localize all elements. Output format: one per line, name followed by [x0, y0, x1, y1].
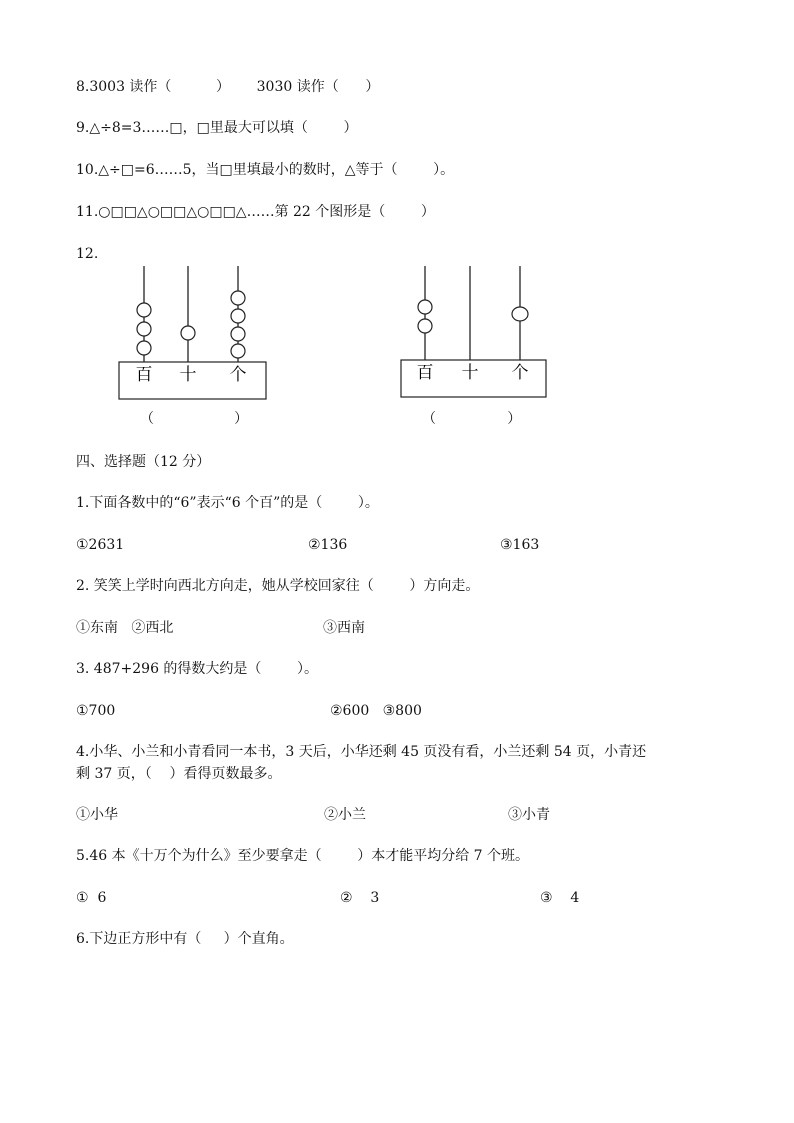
abacus-right-answer: （ ） [422, 411, 522, 427]
abacus-right [400, 262, 550, 402]
mc3-option-1[interactable]: ①700 [76, 703, 116, 719]
mc2-option-1-2[interactable]: ①东南 ②西北 [76, 620, 174, 636]
mc-question-4-line1: 4.小华、小兰和小青看同一本书，3 天后，小华还剩 45 页没有看，小兰还剩 54 页，小青还 [76, 744, 647, 760]
mc2-option-3[interactable]: ③西南 [323, 620, 365, 636]
mc1-option-2[interactable]: ②136 [308, 537, 348, 553]
mc4-option-2[interactable]: ②小兰 [324, 807, 366, 823]
mc-question-5: 5.46 本《十万个为什么》至少要拿走（ ）本才能平均分给 7 个班。 [76, 848, 530, 864]
label-ones: 个 [511, 363, 529, 383]
mc5-option-3[interactable]: ③ 4 [540, 890, 580, 906]
mc5-option-1[interactable]: ① 6 [76, 890, 107, 906]
section-heading: 四、选择题（12 分） [76, 454, 211, 470]
question-8: 8.3003 读作（ ） 3030 读作（ ） [76, 79, 380, 95]
question-10: 10.△÷□=6……5，当□里填最小的数时，△等于（ ）。 [76, 162, 455, 178]
bead [231, 291, 245, 305]
mc-question-6: 6.下边正方形中有（ ）个直角。 [76, 931, 294, 947]
bead [137, 341, 151, 355]
bead [418, 319, 432, 333]
abacus-left-figure [118, 262, 268, 402]
mc1-option-3[interactable]: ③163 [500, 537, 540, 553]
question-9: 9.△÷8=3……□，□里最大可以填（ ） [76, 120, 358, 136]
label-ones: 个 [229, 365, 247, 385]
abacus-right-figure [400, 262, 550, 402]
label-hundreds: 百 [135, 365, 153, 385]
question-12: 12. [76, 246, 99, 262]
bead [231, 309, 245, 323]
bead [231, 327, 245, 341]
bead [512, 307, 528, 321]
mc4-option-1[interactable]: ①小华 [76, 807, 118, 823]
question-11: 11.○□□△○□□△○□□△……第 22 个图形是（ ） [76, 204, 435, 220]
mc5-option-2[interactable]: ② 3 [340, 890, 380, 906]
bead [231, 344, 245, 358]
label-tens: 十 [461, 363, 479, 383]
mc3-option-2-3[interactable]: ②600 ③800 [330, 703, 422, 719]
mc-question-3: 3. 487+296 的得数大约是（ ）。 [76, 661, 319, 677]
label-tens: 十 [179, 365, 197, 385]
abacus-left-answer: （ ） [140, 411, 249, 427]
bead [181, 326, 195, 340]
bead [137, 322, 151, 336]
mc-question-4-line2: 剩 37 页，（ ）看得页数最多。 [76, 766, 282, 782]
mc-question-1: 1.下面各数中的“6”表示“6 个百”的是（ ）。 [76, 495, 379, 511]
mc-question-2: 2. 笑笑上学时向西北方向走，她从学校回家往（ ）方向走。 [76, 578, 480, 594]
mc1-option-1[interactable]: ①2631 [76, 537, 125, 553]
label-hundreds: 百 [416, 363, 434, 383]
bead [137, 303, 151, 317]
abacus-left [118, 262, 268, 402]
bead [418, 300, 432, 314]
mc4-option-3[interactable]: ③小青 [508, 807, 550, 823]
